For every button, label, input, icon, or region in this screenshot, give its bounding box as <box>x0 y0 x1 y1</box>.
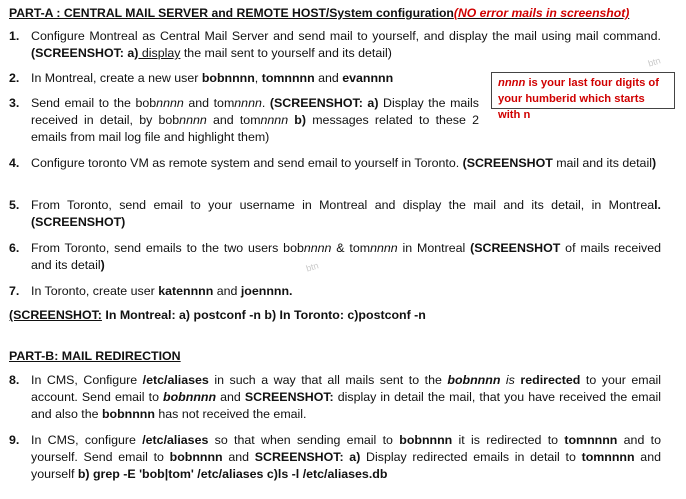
item-text: From Toronto, send emails to the two users bobnnnn & tomnnnn in Montreal (SCREENSHOT of mails received and its detail) <box>31 241 661 273</box>
part-b-heading <box>9 349 181 363</box>
item-text: In CMS, configure /etc/aliases so that when sending email to bobnnnn it is redirected to tomnnnn and to yourself. Send email to bobnnnn and SCREENSHOT: a) Display redirected emails in detail to tomnnnn and yourself b) grep -E 'bob|tom' /etc/aliases c)ls -l /etc/aliases.db <box>31 433 661 482</box>
item-text: Configure Montreal as Central Mail Server and send mail to yourself, and display the mail using mail command. (SCREENSHOT: a) display the mail sent to yourself and its detail) <box>31 29 661 61</box>
part-a-note: (NO error mails in screenshot) <box>453 6 630 20</box>
part-a-title: PART-A : CENTRAL MAIL SERVER and REMOTE HOST/System configuration <box>9 6 454 20</box>
part-a-heading <box>9 6 629 20</box>
item-4 <box>9 155 661 172</box>
screenshot-postconf-line: (SCREENSHOT: In Montreal: a) postconf -n b) In Toronto: c)postconf -n <box>9 308 426 322</box>
item-8 <box>9 372 661 424</box>
item-number: 6. <box>9 241 20 255</box>
item-number: 8. <box>9 373 20 387</box>
item-3 <box>9 95 479 147</box>
item-number: 3. <box>9 96 20 110</box>
item-5 <box>9 197 661 231</box>
item-text: Send email to the bobnnnn and tomnnnn. (SCREENSHOT: a) Display the mails received in detail, by bobnnnn and tomnnnn b) messages related to these 2 emails from mail log file and highlight them) <box>31 96 480 145</box>
item-number: 5. <box>9 198 20 212</box>
item-6 <box>9 240 661 274</box>
item-text: From Toronto, send email to your username in Montreal and display the mail and its detail, in Montreal. (SCREENSHOT) <box>31 198 661 230</box>
item-text: In CMS, Configure /etc/aliases in such a way that all mails sent to the bobnnnn is redirected to your email account. Send email to bobnnnn and SCREENSHOT: display in detail the mail, that you have received the email and also the bobnnnn has not received the email. <box>31 373 661 422</box>
watermark-text: btn <box>304 260 320 274</box>
item-text: In Toronto, create user katennnn and joennnn. <box>31 284 293 298</box>
item-9 <box>9 432 661 484</box>
item-7 <box>9 283 661 300</box>
part-b-title: PART-B: MAIL REDIRECTION <box>9 349 181 363</box>
humberid-note-box: nnnn is your last four digits of your humberid which starts with n <box>491 72 675 109</box>
item-number: 2. <box>9 71 20 85</box>
item-number: 1. <box>9 29 20 43</box>
item-number: 7. <box>9 284 20 298</box>
item-text: Configure toronto VM as remote system and send email to yourself in Toronto. (SCREENSHOT mail and its detail) <box>31 156 657 170</box>
item-number: 4. <box>9 156 20 170</box>
item-2 <box>9 70 479 87</box>
item-number: 9. <box>9 433 20 447</box>
watermark-text: btn <box>646 55 662 69</box>
item-1 <box>9 28 661 62</box>
item-text: In Montreal, create a new user bobnnnn, tomnnnn and evannnn <box>31 71 394 85</box>
